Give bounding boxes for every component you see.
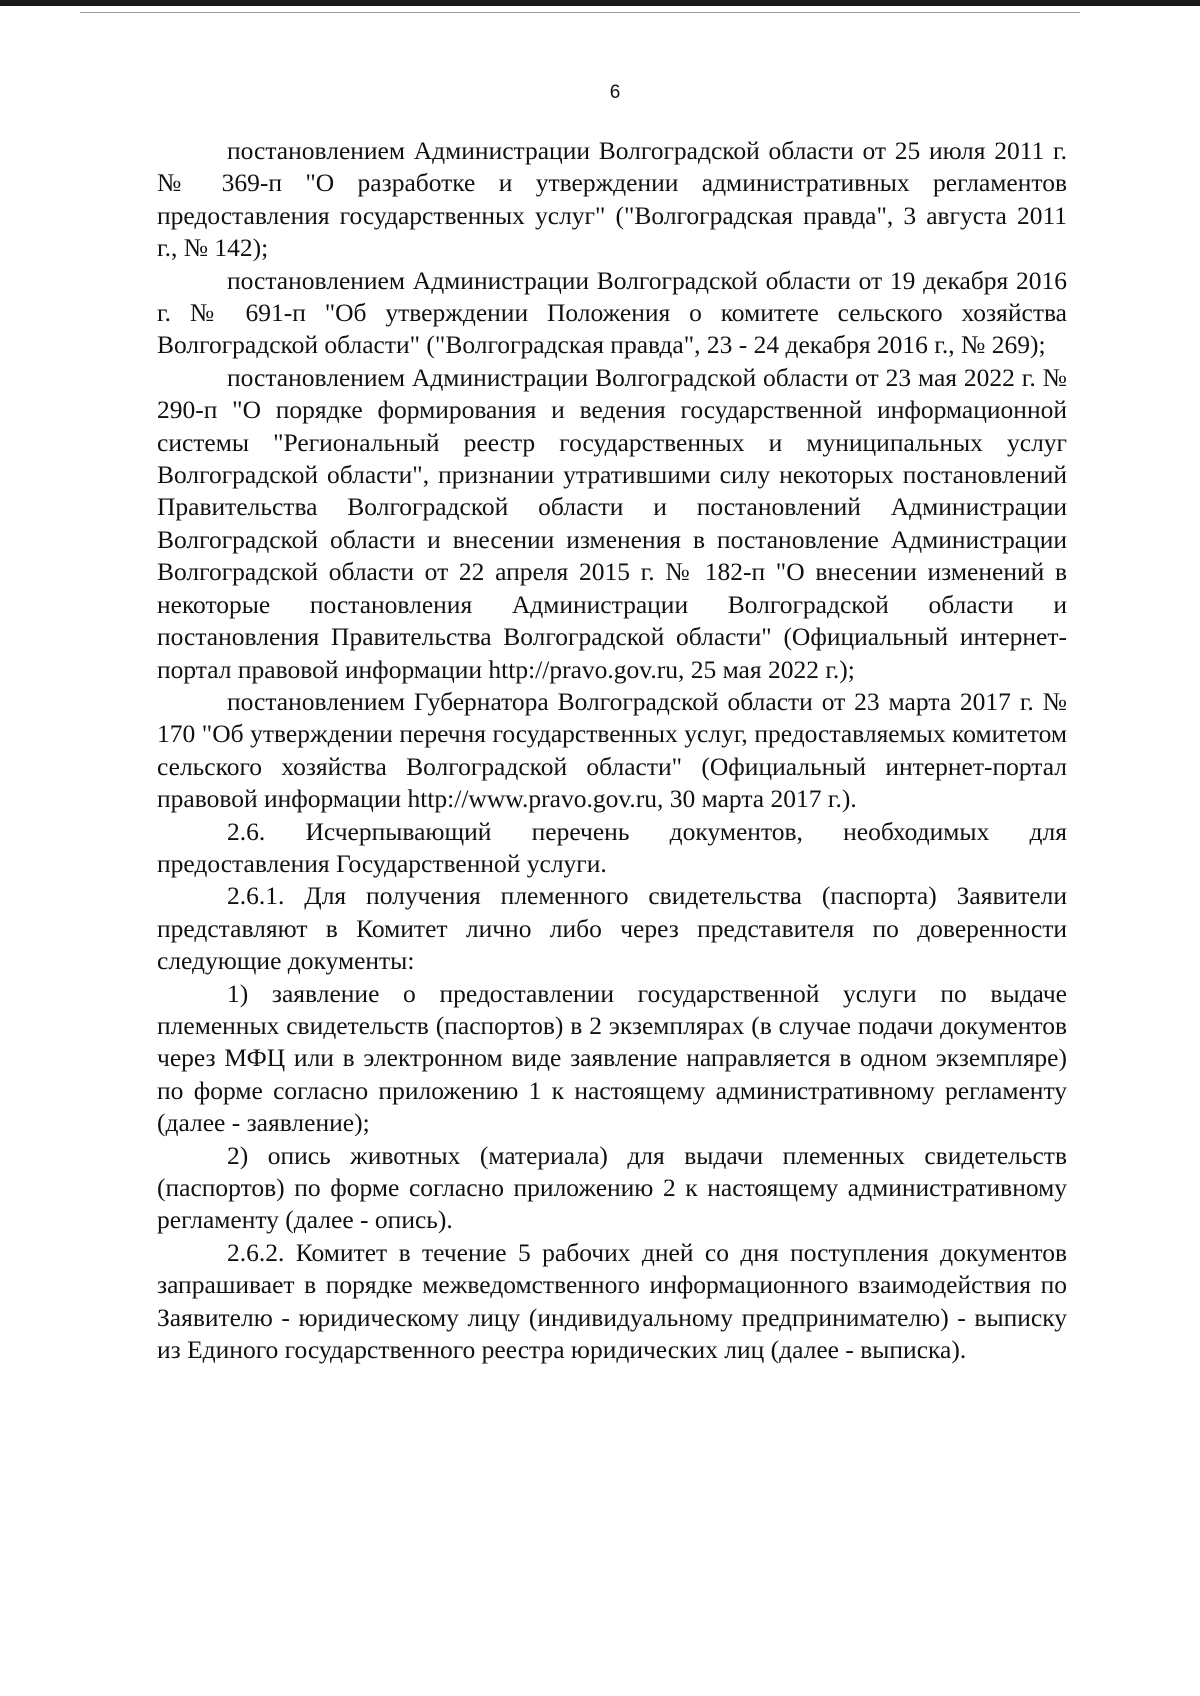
document-body — [157, 135, 1067, 1366]
page-number: 6 — [609, 82, 621, 103]
paragraph-resolution-290p: постановлением Администрации Волгоградской области от 23 мая 2022 г. № 290-п "О порядке формирования и ведения государственной информационной системы "Региональный реестр государственных и муниципальных услуг Волгоградской области", признании утратившими силу некоторых постановлений Правительства Волгоградской области и постановлений Администрации Волгоградской области и внесении изменения в постановление Администрации Волгоградской области от 22 апреля 2015 г. № 182-п "О внесении изменений в некоторые постановления Администрации Волгоградской области и постановления Правительства Волгоградской области" (Официальный интернет-портал правовой информации http://pravo.gov.ru, 25 мая 2022 г.); — [157, 362, 1067, 684]
scan-top-border — [0, 0, 1200, 6]
paragraph-section-2-6-2: 2.6.2. Комитет в течение 5 рабочих дней со дня поступления документов запрашивает в порядке межведомственного информационного взаимодействия по Заявителю - юридическому лицу (индивидуальному предпринимателю) - выписку из Единого государственного реестра юридических лиц (далее - выписка). — [157, 1237, 1067, 1365]
paragraph-item-2-inventory: 2) опись животных (материала) для выдачи племенных свидетельств (паспортов) по форме согласно приложению 2 к настоящему административному регламенту (далее - опись). — [157, 1140, 1067, 1235]
paragraph-section-2-6-1: 2.6.1. Для получения племенного свидетельства (паспорта) Заявители представляют в Комитет лично либо через представителя по доверенности следующие документы: — [157, 881, 1067, 976]
paragraph-governor-resolution-170: постановлением Губернатора Волгоградской области от 23 марта 2017 г. № 170 "Об утверждении перечня государственных услуг, предоставляемых комитетом сельского хозяйства Волгоградской области" (Официальный интернет-портал правовой информации http://www.pravo.gov.ru, 30 марта 2017 г.). — [157, 686, 1067, 814]
paragraph-section-2-6: 2.6. Исчерпывающий перечень документов, необходимых для предоставления Государственной услуги. — [157, 816, 1067, 878]
scan-top-line — [80, 12, 1080, 13]
paragraph-resolution-691p: постановлением Администрации Волгоградской области от 19 декабря 2016 г. № 691-п "Об утверждении Положения о комитете сельского хозяйства Волгоградской области" ("Волгоградская правда", 23 - 24 декабря 2016 г., № 269); — [157, 265, 1067, 360]
paragraph-resolution-369p: постановлением Администрации Волгоградской области от 25 июля 2011 г. № 369-п "О разработке и утверждении административных регламентов предоставления государственных услуг" ("Волгоградская правда", 3 августа 2011 г., № 142); — [157, 136, 1067, 263]
paragraph-item-1-application: 1) заявление о предоставлении государственной услуги по выдаче племенных свидетельств (паспортов) в 2 экземплярах (в случае подачи документов через МФЦ или в электронном виде заявление направляется в одном экземпляре) по форме согласно приложению 1 к настоящему административному регламенту (далее - заявление); — [157, 978, 1067, 1138]
